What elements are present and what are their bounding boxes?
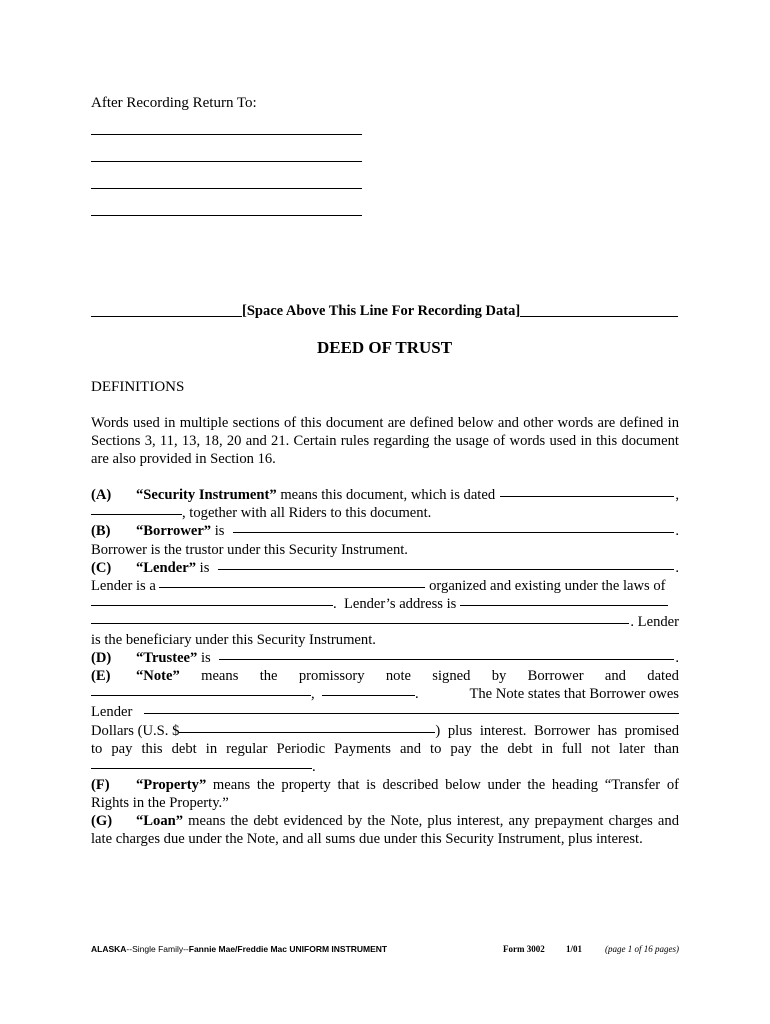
lender-address-blank-1: [460, 605, 668, 606]
definition-e-text-5: ) plus interest. Borrower has promised: [435, 722, 679, 739]
note-word: note: [385, 668, 411, 685]
definition-d-term: “Trustee”: [136, 650, 198, 667]
return-address-line-2: [91, 161, 362, 162]
definition-b-label: (B): [91, 523, 111, 540]
definition-e-line-3: [91, 703, 679, 721]
return-address-line-1: [91, 134, 362, 135]
lender-address-blank-2: [91, 623, 629, 624]
separator-rule-right: [520, 316, 678, 317]
note-word: and: [604, 668, 626, 685]
note-date-blank: [91, 695, 311, 696]
definition-d-label: (D): [91, 650, 112, 667]
borrower-name-blank: [233, 532, 674, 533]
recording-data-label: [Space Above This Line For Recording Data]: [242, 303, 521, 319]
note-word: promissory: [298, 668, 365, 685]
footer-instrument: Fannie Mae/Freddie Mac UNIFORM INSTRUMENT: [188, 944, 388, 954]
definition-g-label: (G): [91, 812, 113, 829]
definition-a-text-1: means this document, which is dated: [276, 487, 499, 504]
definition-d-text-1: is: [197, 650, 215, 667]
document-title: DEED OF TRUST: [316, 338, 453, 357]
definition-e-line-6: .: [91, 758, 679, 776]
definition-e-text-2: The Note states that Borrower owes: [469, 686, 679, 703]
definitions-heading: DEFINITIONS: [91, 379, 185, 395]
definition-c-line-4: [91, 613, 679, 631]
definition-c-text-1: is: [196, 559, 214, 576]
definition-e-term: “Note”: [136, 668, 180, 685]
definition-g-text-1: means the debt evidenced by the Note, plus interest, any prepayment charges and late charges due under the Note, and all sums due under this Security Instrument, plus interest.: [91, 812, 679, 848]
definition-b-term: “Borrower”: [136, 523, 212, 540]
separator-rule-left: [91, 316, 242, 317]
definition-e-line-2: , . The Note states that Borrower owes: [91, 685, 679, 703]
definition-c-label: (C): [91, 559, 112, 576]
lender-jurisdiction-blank: [91, 605, 333, 606]
definition-e-text-6: to pay this debt in regular Periodic Payments and to pay the debt in full not later than: [91, 740, 679, 757]
definition-c-line-2: [91, 577, 679, 595]
footer-form-number: Form 3002: [503, 944, 545, 954]
note-word: by: [491, 668, 507, 685]
definition-e-text-3: Lender: [91, 704, 133, 721]
note-word: Borrower: [527, 668, 584, 685]
page-footer: [91, 943, 679, 955]
footer-form-title: [91, 943, 387, 955]
definition-d-line-1: (D) “Trustee” is .: [91, 650, 679, 667]
definition-c-text-2: Lender is a: [91, 577, 160, 594]
definition-b-line-1: (B) “Borrower” is .: [91, 523, 679, 540]
footer-family: --Single Family--: [126, 944, 189, 954]
definition-f-line-1: [91, 776, 679, 794]
loan-amount-words-blank: [144, 713, 679, 714]
intro-paragraph: Words used in multiple sections of this document are defined below and other words are defined in Sections 3, 11, 13, 18, 20 and 21. Certain rules regarding the usage of words used in this document are also provided in Section 16.: [91, 415, 679, 468]
footer-revision: 1/01: [566, 944, 583, 954]
definition-a-label: (A): [91, 487, 112, 504]
definition-e-line-4: [91, 722, 679, 740]
return-address-line-3: [91, 188, 362, 189]
definition-f-term: “Property”: [136, 776, 207, 793]
definition-c-term: “Lender”: [136, 559, 196, 576]
note-year-blank: [322, 695, 415, 696]
security-instrument-year-blank: [91, 514, 182, 515]
return-to-label: After Recording Return To:: [91, 95, 257, 111]
definition-g-paragraph: [91, 812, 679, 848]
maturity-date-blank: [91, 768, 312, 769]
definition-a-line-1: (A) “Security Instrument” means this document, which is dated ,: [91, 487, 679, 504]
footer-state: ALASKA: [91, 944, 127, 954]
loan-amount-dollars-blank: [179, 732, 435, 733]
definition-a-text-2: , together with all Riders to this document.: [182, 505, 432, 522]
definition-c-text-6: is the beneficiary under this Security Instrument.: [91, 632, 376, 649]
security-instrument-date-blank: [500, 496, 675, 497]
definition-c-text-3: organized and existing under the laws of: [425, 577, 666, 594]
definitions-body: [91, 414, 679, 848]
definition-c-line-3: [91, 595, 679, 613]
lender-name-blank: [218, 569, 674, 570]
definition-g-term: “Loan”: [136, 812, 184, 829]
definition-f-label: (F): [91, 776, 110, 793]
definition-c-text-5: . Lender: [630, 613, 679, 630]
recording-data-separator: [91, 300, 678, 320]
definition-a-term: “Security Instrument”: [136, 487, 277, 504]
definition-a-line-2: [91, 504, 679, 522]
definition-e-text-4: Dollars (U.S. $: [91, 722, 180, 739]
return-address-line-4: [91, 215, 362, 216]
note-word: signed: [432, 668, 471, 685]
trustee-name-blank: [219, 659, 674, 660]
note-word: the: [259, 668, 278, 685]
definition-c-text-4: . Lender’s address is: [333, 595, 460, 612]
definition-f-text-2: Rights in the Property.”: [91, 794, 229, 811]
definition-e-line-1: [91, 667, 679, 685]
footer-page-number: (page 1 of 16 pages): [605, 944, 679, 954]
definition-b-text-2: Borrower is the trustor under this Security Instrument.: [91, 541, 408, 558]
definition-b-text-1: is: [211, 523, 229, 540]
definition-c-line-1: (C) “Lender” is .: [91, 559, 679, 576]
note-word: means: [201, 668, 239, 685]
definition-f-text-1: means the property that is described below under the heading “Transfer of: [206, 776, 679, 793]
note-word: dated: [647, 668, 679, 685]
definition-e-label: (E): [91, 668, 111, 685]
lender-entity-type-blank: [159, 587, 425, 588]
